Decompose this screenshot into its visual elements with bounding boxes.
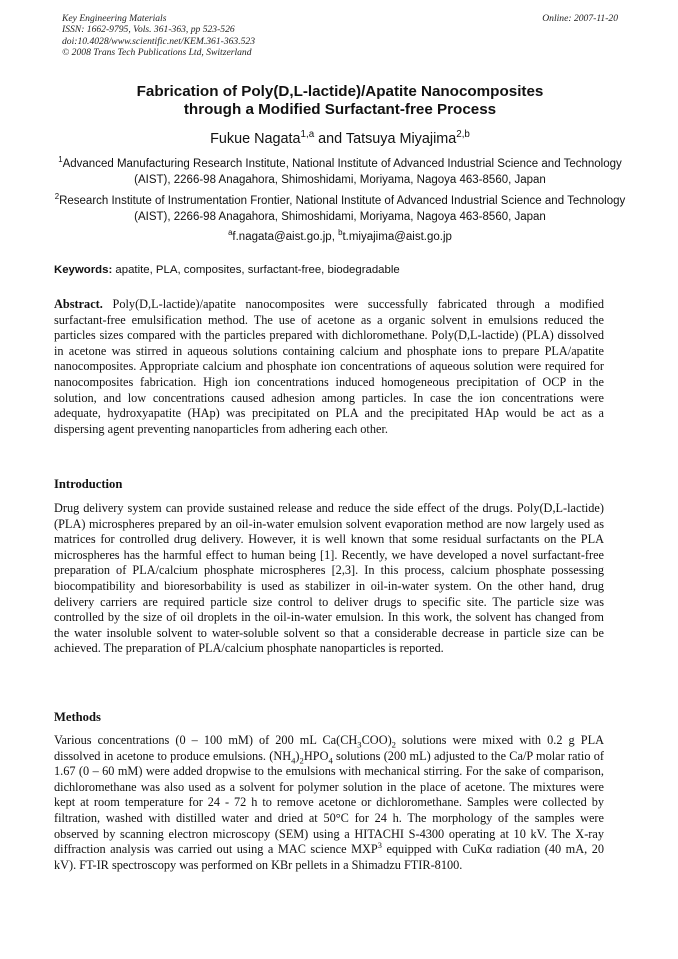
- keywords-label: Keywords:: [54, 264, 113, 276]
- author-2: Tatsuya Miyajima: [345, 131, 457, 147]
- title-line-1: Fabrication of Poly(D,L-lactide)/Apatite Nanocomposites: [136, 83, 544, 100]
- affiliation-1-text: Advanced Manufacturing Research Institute, National Institute of Advanced Industrial Science and Technology (AIST), 2266-98 Anagahora, Shimoshidami, Moriyama, Nagoya 463-8560, Japan: [62, 158, 622, 186]
- methods-text-7: equipped with CuKα radiation (40 mA, 20 kV). FT-IR spectroscopy was performed on KBr pellets in a Shimadzu FTIR-8100.: [54, 842, 604, 872]
- methods-sub-5: 4: [328, 755, 333, 766]
- methods-sup-6: 3: [377, 841, 382, 851]
- methods-paragraph: [54, 733, 604, 873]
- methods-text-4: ): [295, 748, 300, 763]
- author-and: and: [314, 131, 346, 147]
- author-list: [62, 130, 618, 148]
- abstract-label: Abstract.: [54, 297, 103, 311]
- doi-line: doi:10.4028/www.scientific.net/KEM.361-363.523: [62, 35, 256, 47]
- journal-name: Key Engineering Materials: [62, 13, 167, 24]
- keywords-text: apatite, PLA, composites, surfactant-free, biodegradable: [112, 264, 400, 276]
- author-emails: [50, 230, 630, 246]
- keywords: [54, 263, 626, 277]
- copyright-line: © 2008 Trans Tech Publications Ltd, Switzerland: [62, 47, 252, 59]
- methods-sub-1: 3: [357, 739, 362, 750]
- methods-text-6: solutions (200 mL) adjusted to the Ca/P molar ratio of 1.67 (0 – 60 mM) were added dropwise to the emulsions with mechanical stirring. For the sake of comparison, dichloromethane was also used as a solvent for polymer solution in the place of acetone. The mixtures were kept at room temperature for 24 - 72 h to remove acetone or dichloromethane. Samples were collected by filtration, washed with distilled water and dried at 50°C for 24 h. The morphology of the samples were observed by scanning electron microscopy (SEM) using a HITACHI S-4300 operating at 10 kV. The X-ray diffraction analysis was carried out using a MAC science MXP: [54, 748, 604, 857]
- affiliation-1-mark: 1: [58, 155, 63, 165]
- affiliation-2: [50, 194, 630, 225]
- online-date: Online: 2007-11-20: [542, 13, 618, 24]
- journal-header: [62, 13, 618, 59]
- author-1: Fukue Nagata: [210, 131, 301, 147]
- paper-title: [62, 83, 618, 119]
- issn-line: ISSN: 1662-9795, Vols. 361-363, pp 523-526: [62, 24, 235, 36]
- title-line-2: through a Modified Surfactant-free Process: [183, 101, 497, 118]
- methods-heading: Methods: [54, 710, 101, 724]
- introduction-paragraph: Drug delivery system can provide sustained release and reduce the side effect of the drugs. Poly(D,L-lactide) (PLA) microspheres prepared by an oil-in-water emulsion solvent evaporation method are now largely used as matrices for controlled drug delivery. However, it is well known that some residual surfactants on the PLA microspheres has the harmful effect to human being [1]. Recently, we have developed a novel surfactant-free preparation of PLA/calcium phosphate microspheres [2,3]. In this process, calcium phosphate possessing biocompatibility and bioresorbability is used as stabilizer in oil-in-water system. On the other hand, drug delivery carriers are required particle size control to deliver drugs to specific site. The particle size was controlled by the size of oil droplets in the oil-in-water emulsion. In this work, the solvent has changed from the water insoluble solvent to water-soluble solvent so that a considerable decrease in particle size can be achieved. The preparation of PLA/calcium phosphate nanoparticles is reported.: [54, 501, 604, 656]
- abstract-text: Poly(D,L-lactide)/apatite nanocomposites were successfully fabricated through a modified surfactant-free emulsification method. The use of acetone as a organic solvent in emulsions reduced the particles sizes compared with the particles prepared with dichloromethane. Poly(D,L-lactide) (PLA) dissolved in acetone was stirred in aqueous solutions containing calcium and phosphate ions to prepare PLA/apatite nanocomposites. Appropriate calcium and phosphate ion concentrations of aqueous solution were required for nanocomposites fabrication. High ion concentrations induced homogeneous precipitation of OCP in the solution, and low concentrations caused adhesion among particles. In case the ion concentrations were adequate, hydroxyapatite (HAp) was precipitated on PLA and the precipitated HAp would be act as a dispersing agent preventing nanoparticles from adhering each other.: [54, 297, 604, 436]
- author-1-affiliation-mark: 1,a: [300, 129, 315, 141]
- introduction-heading: Introduction: [54, 477, 123, 491]
- abstract-paragraph: [54, 297, 604, 437]
- email-separator: ,: [331, 231, 339, 243]
- methods-text-1: Various concentrations (0 – 100 mM) of 200 mL Ca(CH: [54, 733, 358, 747]
- methods-text-5: HPO: [303, 748, 329, 763]
- methods-sub-2: 2: [391, 739, 396, 750]
- affiliation-2-mark: 2: [54, 192, 60, 202]
- affiliation-1: [50, 157, 630, 188]
- methods-sub-4: 2: [299, 755, 304, 766]
- email-a-mark: a: [228, 228, 233, 238]
- email-b[interactable]: t.miyajima@aist.go.jp: [342, 231, 452, 243]
- affiliation-2-text: Research Institute of Instrumentation Frontier, National Institute of Advanced Industrial Science and Technology (AIST), 2266-98 Anagahora, Shimoshidami, Moriyama, Nagoya 463-8560, Japan: [59, 195, 626, 223]
- author-2-affiliation-mark: 2,b: [456, 129, 470, 141]
- methods-text-2: COO): [361, 733, 392, 747]
- email-b-mark: b: [338, 228, 343, 238]
- methods-sub-3: 4: [291, 755, 296, 766]
- email-a[interactable]: f.nagata@aist.go.jp: [232, 231, 332, 243]
- methods-text-3: solutions were mixed with 0.2 g PLA dissolved in acetone to produce emulsions. (NH: [54, 733, 604, 763]
